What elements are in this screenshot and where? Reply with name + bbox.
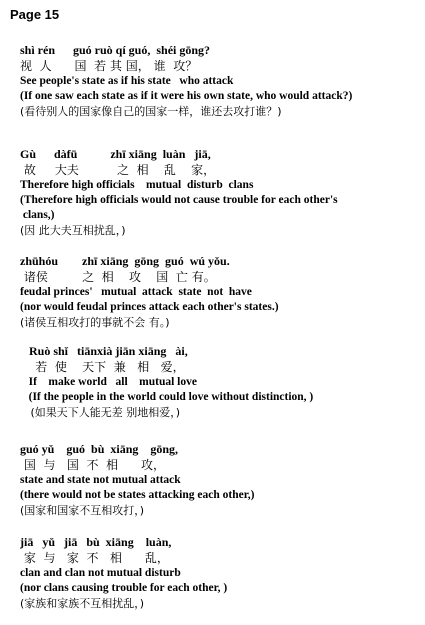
hanzi-line: 若 使 天下 兼 相 爱， (20, 360, 185, 374)
translation-line: (nor would feudal princes attack each other's states.) (20, 301, 279, 313)
pinyin-line: guó yǔ guó bù xiāng gōng, (20, 442, 179, 456)
hanzi-line: 视 人 国 若 其 国， 谁 攻？ (20, 59, 198, 73)
gloss-line: clan and clan not mutual disturb (20, 567, 181, 579)
translation-line: (nor clans causing trouble for each other, ) (20, 582, 228, 594)
hanzi-line: 国 与 国 不 相 攻， (20, 458, 166, 472)
gloss-line: Therefore high officials mutual disturb clans (20, 179, 254, 191)
stanza-3 (20, 254, 425, 331)
stanza-1 (20, 43, 425, 120)
translation-line: (there would not be states attacking each other,) (20, 489, 255, 501)
chinese-note-line: (因 此大夫互相扰乱，) (20, 224, 126, 237)
stanza-2 (20, 147, 425, 239)
chinese-note-line: (如果天下人能无差 别地相爱，) (20, 406, 181, 419)
chinese-note-line: (国家和国家不互相攻打，) (20, 504, 145, 517)
hanzi-line: 家 与 家 不 相 乱， (20, 551, 169, 565)
gloss-line: If make world all mutual love (20, 376, 197, 388)
chinese-note-line: (家族和家族不互相扰乱，) (20, 597, 145, 610)
gloss-line: state and state not mutual attack (20, 474, 181, 486)
chinese-note-line: (诸侯互相攻打的事就不会 有。) (20, 316, 170, 329)
hanzi-line: 诸侯 之 相 攻 国 亡 有。 (20, 270, 216, 284)
pinyin-line: Gù dàfū zhī xiāng luàn jiā, (20, 147, 211, 161)
pinyin-line: jiā yǔ jiā bù xiāng luàn, (20, 535, 172, 549)
pinyin-line: zhūhóu zhī xiāng gōng guó wú yǒu. (20, 254, 230, 268)
stanza-5 (20, 442, 425, 519)
pinyin-line: shì rén guó ruò qí guó, shéi gōng? (20, 43, 211, 57)
pinyin-line: Ruò shǐ tiānxià jiān xiāng ài, (20, 344, 188, 358)
stanza-6 (20, 535, 425, 612)
translation-line-continued: clans,) (20, 209, 55, 221)
stanza-4 (20, 344, 425, 421)
translation-line: (If one saw each state as if it were his own state, who would attack?) (20, 90, 353, 102)
chinese-note-line: (看待别人的国家像自己的国家一样，谁还去攻打谁？) (20, 105, 282, 118)
page-number: Page 15 (10, 7, 60, 22)
gloss-line: feudal princes' mutual attack state not have (20, 286, 252, 298)
hanzi-line: 故 大夫 之 相 乱 家， (20, 163, 216, 177)
translation-line: (Therefore high officials would not cause trouble for each other's (20, 194, 338, 206)
gloss-line: See people's state as if his state who attack (20, 75, 234, 87)
translation-line: (If the people in the world could love without distinction, ) (20, 391, 314, 403)
